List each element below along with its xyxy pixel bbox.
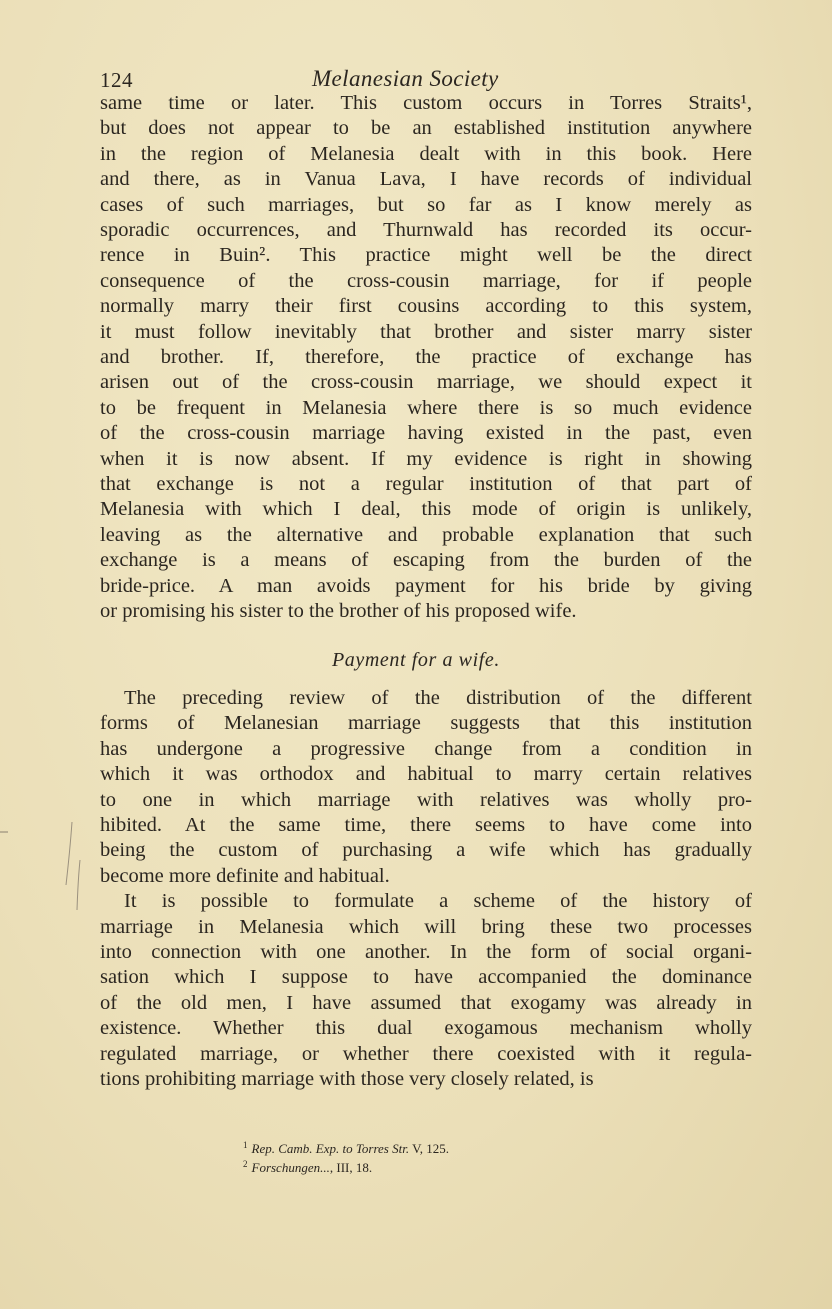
text-line: The preceding review of the distribution of the different — [124, 687, 752, 709]
text-line: existence. Whether this dual exogamous mechanism wholly — [100, 1017, 752, 1040]
text-line: that exchange is not a regular institution of that part of — [100, 473, 752, 495]
footnote-ref: V, 125. — [409, 1141, 450, 1156]
text-line: to one in which marriage with relatives was wholly pro- — [100, 788, 752, 811]
text-line: of the old men, I have assumed that exogamy was already in — [100, 991, 752, 1014]
text-line: of the cross-cousin marriage having existed in the past, even — [100, 422, 752, 445]
footnote-mark: 2 — [243, 1158, 248, 1169]
text-line: has undergone a progressive change from a condition in — [100, 737, 752, 760]
text-line: normally marry their first cousins according to this system, — [100, 295, 752, 318]
text-line: arisen out of the cross-cousin marriage, we should expect it — [100, 371, 752, 394]
text-line: or promising his sister to the brother of his proposed wife. — [100, 600, 577, 622]
text-line: exchange is a means of escaping from the burden of the — [100, 549, 752, 572]
text-line: but does not appear to be an established institution anywhere — [100, 117, 752, 140]
text-line: same time or later. This custom occurs in Torres Straits¹, — [100, 92, 752, 114]
text-line: leaving as the alternative and probable explanation that such — [100, 523, 752, 546]
text-line: forms of Melanesian marriage suggests that this institution — [100, 712, 752, 735]
text-line: bride-price. A man avoids payment for his bride by giving — [100, 574, 752, 597]
footnote-title: Rep. Camb. Exp. to Torres Str. — [251, 1141, 410, 1156]
text-line: into connection with one another. In the form of social organi- — [100, 941, 752, 963]
text-line: tions prohibiting marriage with those very closely related, is — [100, 1068, 594, 1090]
page-number: 124 — [100, 68, 133, 92]
text-line: it must follow inevitably that brother and sister marry sister — [100, 320, 752, 343]
running-title: Melanesian Society — [312, 66, 499, 91]
text-line: and there, as in Vanua Lava, I have records of individual — [100, 168, 752, 191]
text-line: consequence of the cross-cousin marriage, for if people — [100, 269, 752, 292]
footnote-1 — [243, 1141, 449, 1157]
footnote-ref: , III, 18. — [329, 1160, 373, 1175]
text-line: which it was orthodox and habitual to marry certain relatives — [100, 763, 752, 786]
text-line: sporadic occurrences, and Thurnwald has recorded its occur- — [100, 219, 752, 241]
section-heading: Payment for a wife. — [331, 649, 501, 671]
text-line: marriage in Melanesia which will bring these two processes — [100, 915, 752, 938]
text-line: rence in Buin². This practice might well be the direct — [100, 244, 752, 267]
text-line: cases of such marriages, but so far as I know merely as — [100, 193, 752, 216]
text-line: to be frequent in Melanesia where there is so much evidence — [100, 396, 752, 419]
text-line: being the custom of purchasing a wife which has gradually — [100, 839, 752, 862]
text-line: sation which I suppose to have accompanied the dominance — [100, 966, 752, 989]
footnote-mark: 1 — [243, 1139, 248, 1150]
text-line: and brother. If, therefore, the practice of exchange has — [100, 346, 752, 368]
text-line: hibited. At the same time, there seems to have come into — [100, 814, 752, 836]
text-line: Melanesia with which I deal, this mode of origin is unlikely, — [100, 498, 752, 521]
pencil-marks — [0, 810, 100, 910]
footnote-2 — [243, 1160, 372, 1176]
text-line: regulated marriage, or whether there coexisted with it regula- — [100, 1042, 752, 1065]
text-line: in the region of Melanesia dealt with in this book. Here — [100, 142, 752, 165]
text-line: It is possible to formulate a scheme of the history of — [124, 890, 752, 913]
text-line: become more definite and habitual. — [100, 864, 390, 887]
footnote-title: Forschungen... — [251, 1160, 330, 1175]
text-line: when it is now absent. If my evidence is right in showing — [100, 447, 752, 470]
